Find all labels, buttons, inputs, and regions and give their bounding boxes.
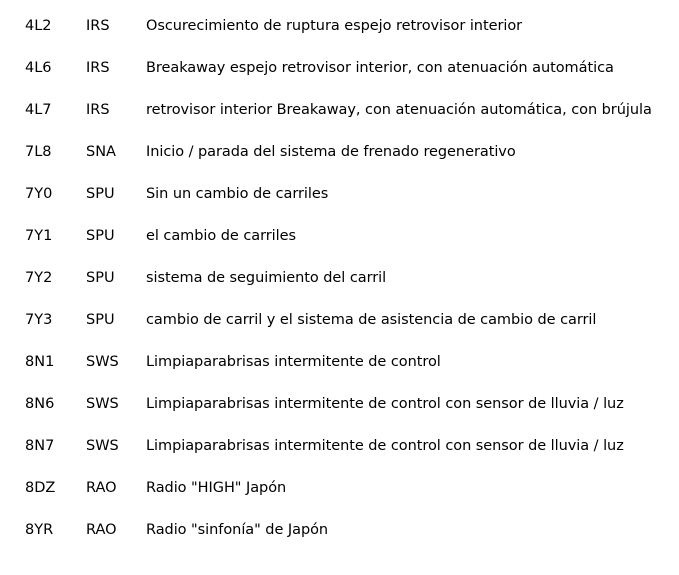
- option-group: SPU: [86, 186, 115, 202]
- table-row: [0, 257, 679, 299]
- option-code: 7L8: [25, 144, 52, 160]
- option-description: Oscurecimiento de ruptura espejo retrovisor interior: [146, 18, 523, 34]
- table-row: [0, 5, 679, 47]
- option-description: cambio de carril y el sistema de asistencia de cambio de carril: [146, 312, 597, 328]
- option-group: RAO: [86, 522, 117, 538]
- option-code: 4L2: [25, 18, 52, 34]
- option-description: retrovisor interior Breakaway, con atenuación automática, con brújula: [146, 102, 652, 118]
- option-code: 8DZ: [25, 480, 56, 496]
- option-group: SWS: [86, 396, 119, 412]
- option-code: 4L7: [25, 102, 52, 118]
- option-description: Breakaway espejo retrovisor interior, con atenuación automática: [146, 60, 614, 76]
- table-row: [0, 173, 679, 215]
- option-group: RAO: [86, 480, 117, 496]
- table-row: [0, 509, 679, 551]
- table-row: [0, 215, 679, 257]
- table-row: [0, 425, 679, 467]
- options-table: [0, 5, 679, 551]
- table-row: [0, 89, 679, 131]
- option-group: SPU: [86, 228, 115, 244]
- option-code: 4L6: [25, 60, 52, 76]
- option-code: 8N7: [25, 438, 55, 454]
- option-code: 8YR: [25, 522, 54, 538]
- option-description: Limpiaparabrisas intermitente de control: [146, 354, 441, 370]
- table-row: [0, 383, 679, 425]
- option-description: el cambio de carriles: [146, 228, 296, 244]
- option-description: Limpiaparabrisas intermitente de control con sensor de lluvia / luz: [146, 438, 624, 454]
- option-description: Sin un cambio de carriles: [146, 186, 329, 202]
- option-description: Limpiaparabrisas intermitente de control con sensor de lluvia / luz: [146, 396, 624, 412]
- table-row: [0, 467, 679, 509]
- option-description: sistema de seguimiento del carril: [146, 270, 387, 286]
- option-code: 8N1: [25, 354, 55, 370]
- option-group: SWS: [86, 438, 119, 454]
- option-group: IRS: [86, 102, 110, 118]
- option-code: 7Y3: [25, 312, 53, 328]
- option-description: Radio "sinfonía" de Japón: [146, 522, 329, 538]
- table-row: [0, 47, 679, 89]
- option-code: 7Y0: [25, 186, 53, 202]
- option-group: IRS: [86, 18, 110, 34]
- option-description: Inicio / parada del sistema de frenado regenerativo: [146, 144, 516, 160]
- option-group: IRS: [86, 60, 110, 76]
- option-code: 7Y1: [25, 228, 53, 244]
- table-row: [0, 131, 679, 173]
- option-code: 7Y2: [25, 270, 53, 286]
- table-row: [0, 341, 679, 383]
- table-row: [0, 299, 679, 341]
- option-group: SPU: [86, 312, 115, 328]
- option-code: 8N6: [25, 396, 55, 412]
- option-group: SWS: [86, 354, 119, 370]
- option-description: Radio "HIGH" Japón: [146, 480, 287, 496]
- option-group: SNA: [86, 144, 116, 160]
- option-group: SPU: [86, 270, 115, 286]
